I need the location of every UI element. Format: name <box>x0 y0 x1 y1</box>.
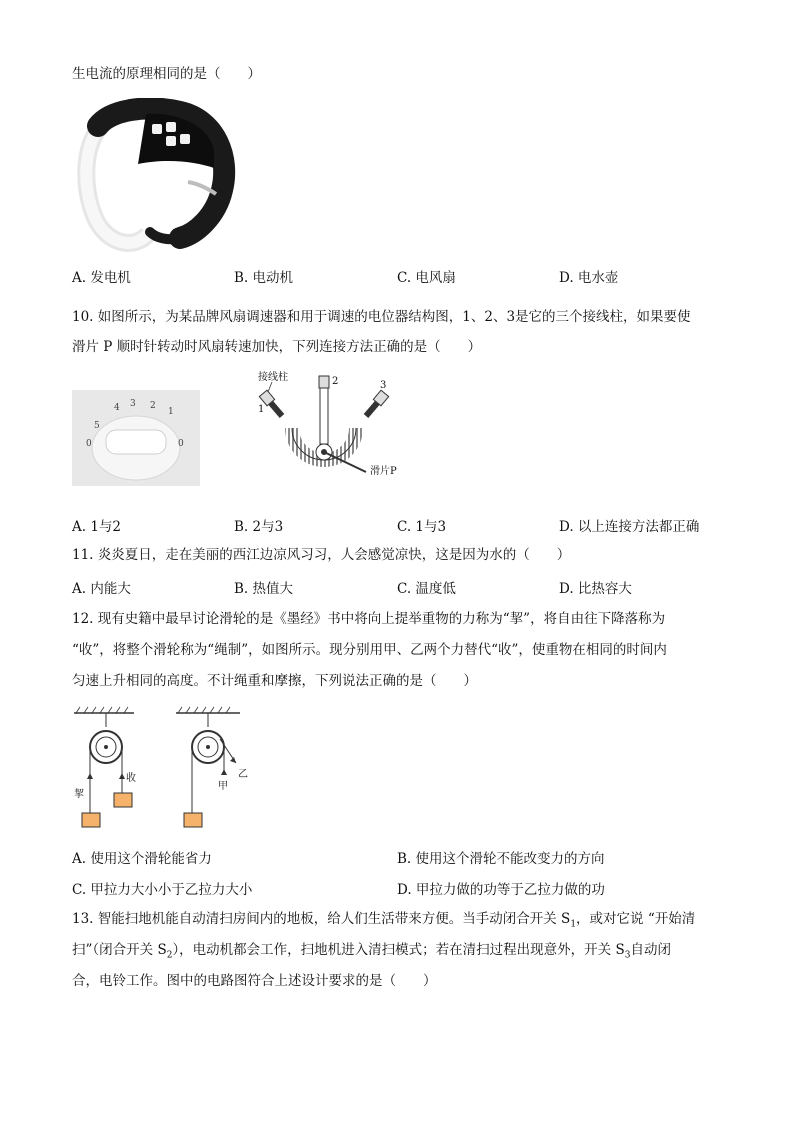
q10-option-c: C. 1与3 <box>397 519 447 535</box>
knob-label-3: 3 <box>130 399 136 409</box>
q12-stem-line1: 12. 现有史籍中最早讨论滑轮的是《墨经》书中将向上提举重物的力称为“挈”，将自由往下降落称为 <box>72 611 666 627</box>
potentiometer-diagram <box>252 368 422 498</box>
q11-option-c: C. 温度低 <box>397 581 456 597</box>
terminal-post-label: 接线柱 <box>258 372 288 383</box>
q9-option-d: D. 电水壶 <box>559 270 619 286</box>
fan-speed-knob-image <box>72 390 200 486</box>
label-yi: 乙 <box>238 769 248 780</box>
q12-stem-line2: “收”，将整个滑轮称为“绳制”，如图所示。现分别用甲、乙两个力替代“收”，使重物在相同的时间内 <box>72 642 667 658</box>
knob-label-0-right: 0 <box>178 439 184 449</box>
knob-label-2: 2 <box>150 401 156 411</box>
q10-stem-line1: 10. 如图所示，为某品牌风扇调速器和用于调速的电位器结构图，1、2、3是它的三个接线柱，如果要使 <box>72 309 691 325</box>
q10-stem-line2: 滑片 P 顺时针转动时风扇转速加快，下列连接方法正确的是（ ） <box>72 339 482 355</box>
pulley-diagram <box>70 703 260 833</box>
knob-label-0-left: 0 <box>86 439 92 449</box>
q13-stem-line1: 13. 智能扫地机能自动清扫房间内的地板，给人们生活带来方便。当手动闭合开关 $S_1$，或对它说 “开始清 <box>72 911 696 930</box>
q11-stem: 11. 炎炎夏日，走在美丽的西江边凉风习习，人会感觉凉快，这是因为水的（ ） <box>72 547 571 563</box>
label-shou: 收 <box>126 773 136 784</box>
q11-option-b: B. 热值大 <box>234 581 294 597</box>
q12-option-d: D. 甲拉力做的功等于乙拉力做的功 <box>397 882 605 898</box>
q13-stem-line2: 扫”（闭合开关 $S_2$），电动机都会工作，扫地机进入清扫模式；若在清扫过程出现意外，开关 $S_3$自动闭 <box>72 942 671 961</box>
label-jia: 甲 <box>218 781 228 792</box>
knob-label-5: 5 <box>94 421 100 431</box>
knob-label-1: 1 <box>168 407 174 417</box>
q10-option-d: D. 以上连接方法都正确 <box>559 519 700 535</box>
q9-stem-tail: 生电流的原理相同的是（ ） <box>72 66 261 82</box>
q11-option-a: A. 内能大 <box>72 581 131 597</box>
smart-bracelet-image <box>76 98 236 256</box>
q11-option-d: D. 比热容大 <box>559 581 632 597</box>
label-qie: 挈 <box>74 789 84 800</box>
terminal-2-label: 2 <box>332 376 339 387</box>
q10-option-a: A. 1与2 <box>72 519 122 535</box>
q12-option-c: C. 甲拉力大小小于乙拉力大小 <box>72 882 253 898</box>
terminal-3-label: 3 <box>380 380 387 391</box>
q9-option-c: C. 电风扇 <box>397 270 456 286</box>
q12-stem-line3: 匀速上升相同的高度。不计绳重和摩擦，下列说法正确的是（ ） <box>72 673 477 689</box>
q12-option-a: A. 使用这个滑轮能省力 <box>72 851 212 867</box>
q13-stem-line3: 合，电铃工作。图中的电路图符合上述设计要求的是（ ） <box>72 973 437 989</box>
q10-option-b: B. 2与3 <box>234 519 284 535</box>
q9-option-a: A. 发电机 <box>72 270 131 286</box>
q9-option-b: B. 电动机 <box>234 270 294 286</box>
q12-option-b: B. 使用这个滑轮不能改变力的方向 <box>397 851 605 867</box>
knob-label-4: 4 <box>114 403 120 413</box>
terminal-1-label: 1 <box>258 404 265 415</box>
slider-p-label: 滑片P <box>370 466 397 477</box>
